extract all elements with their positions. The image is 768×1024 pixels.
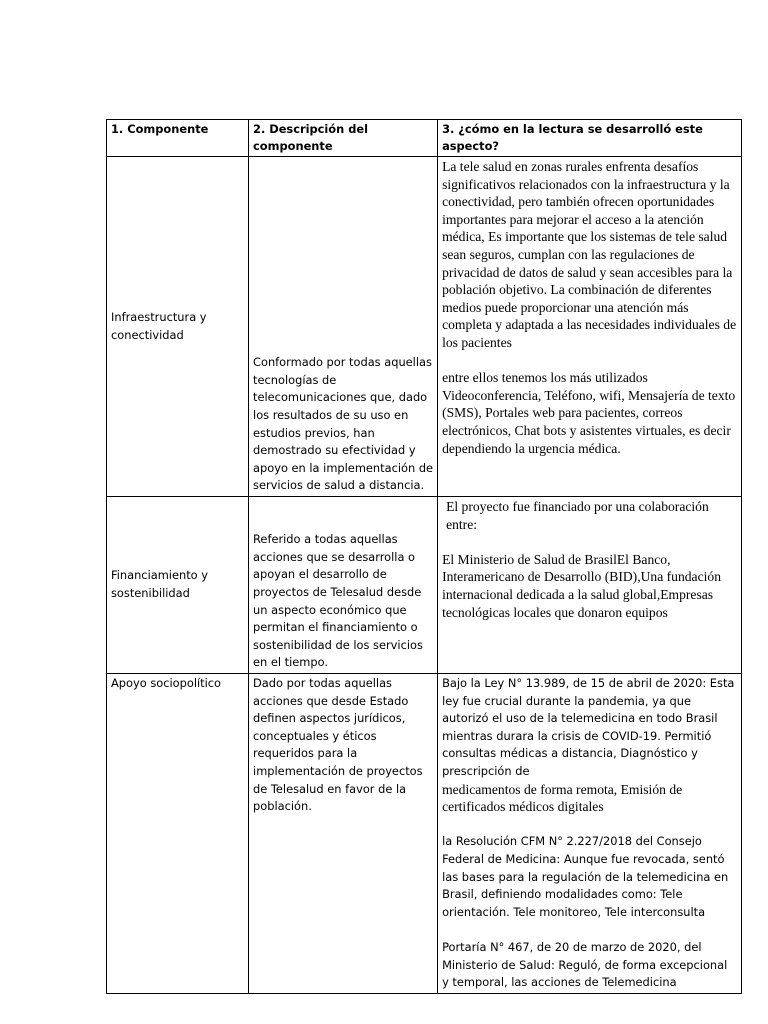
- header-componente: 1. Componente: [107, 120, 249, 157]
- component-cell: Apoyo sociopolítico: [107, 674, 249, 994]
- description-cell: Conformado por todas aquellas tecnologías de telecomunicaciones que, dado los resultados de su uso en estudios previos, han demostrado su efectividad y apoyo en la implementación de servicios de salud a distancia.: [249, 157, 438, 497]
- development-paragraph: entre ellos tenemos los más utilizados Videoconferencia, Teléfono, wifi, Mensajería de texto (SMS), Portales web para pacientes, correos electrónicos, Chat bots y asistentes virtuales, es decir dependiendo la urgencia médica.: [442, 370, 736, 456]
- header-desarrollo: 3. ¿cómo en la lectura se desarrolló este aspecto?: [438, 120, 742, 157]
- table-row: [107, 674, 742, 994]
- development-paragraph: Portaría N° 467, de 20 de marzo de 2020, del Ministerio de Salud: Reguló, de forma excepcional y temporal, las acciones de Telemedicina: [442, 939, 728, 990]
- development-paragraph: El Ministerio de Salud de BrasilEl Banco, Interamericano de Desarrollo (BID),Una fundación internacional dedicada a la salud global,Empresas tecnológicas locales que donaron equipos: [442, 551, 721, 620]
- development-paragraph: la Resolución CFM N° 2.227/2018 del Consejo Federal de Medicina: Aunque fue revocada, sentó las bases para la regulación de la telemedicina en Brasil, definiendo modalidades como: Tele orientación. Tele monitoreo, Tele interconsulta: [442, 834, 729, 919]
- development-paragraph-serif: medicamentos de forma remota, Emisión de certificados médicos digitales: [442, 781, 683, 815]
- component-cell: Financiamiento y sostenibilidad: [107, 497, 249, 674]
- development-paragraph: Bajo la Ley N° 13.989, de 15 de abril de 2020: Esta ley fue crucial durante la pandemia, ya que autorizó el uso de la telemedicina en todo Brasil mientras durara la crisis de COVID-19. Permitió consultas médicas a distancia, Diagnóstico y prescripción de: [442, 676, 735, 778]
- development-cell: [438, 497, 742, 674]
- component-cell: Infraestructura y conectividad: [107, 157, 249, 497]
- description-cell: Referido a todas aquellas acciones que se desarrolla o apoyan el desarrollo de proyectos de Telesalud desde un aspecto económico que permitan el financiamiento o sostenibilidad de los servicios en el tiempo.: [249, 497, 438, 674]
- table-row: [107, 157, 742, 497]
- components-table: [106, 119, 742, 994]
- description-cell: Dado por todas aquellas acciones que desde Estado definen aspectos jurídicos, conceptuales y éticos requeridos para la implementación de proyectos de Telesalud en favor de la población.: [249, 674, 438, 994]
- table-header-row: [107, 120, 742, 157]
- header-descripcion: 2. Descripción del componente: [249, 120, 438, 157]
- development-paragraph: El proyecto fue financiado por una colaboración entre:: [446, 499, 709, 532]
- development-cell: [438, 157, 742, 497]
- development-cell: [438, 674, 742, 994]
- table-row: [107, 497, 742, 674]
- development-paragraph: La tele salud en zonas rurales enfrenta desafíos significativos relacionados con la infraestructura y la conectividad, pero también ofrecen oportunidades importantes para mejorar el acceso a la atención médica, Es importante que los sistemas de tele salud sean seguros, cumplan con las regulaciones de privacidad de datos de salud y sean accesibles para la población objetivo. La combinación de diferentes medios puede proporcionar una atención más completa y adaptada a las necesidades individuales de los pacientes: [442, 159, 737, 350]
